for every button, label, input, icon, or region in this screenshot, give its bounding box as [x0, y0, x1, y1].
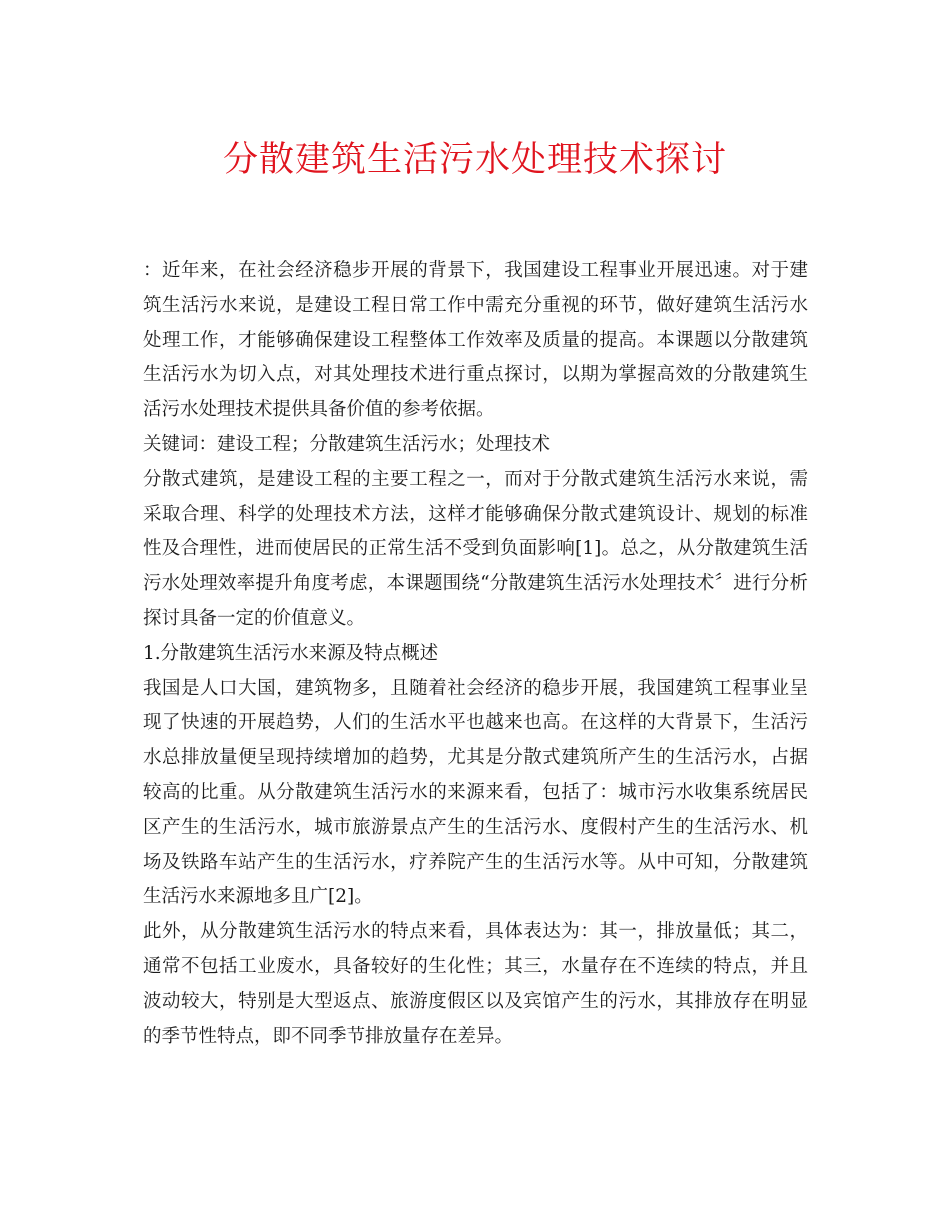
sources-paragraph: 我国是人口大国，建筑物多，且随着社会经济的稳步开展，我国建筑工程事业呈现了快速的开展趋势，人们的生活水平也越来也高。在这样的大背景下，生活污水总排放量便呈现持续增加的趋势，尤其是分散式建筑所产生的生活污水，占据较高的比重。从分散建筑生活污水的来源来看，包括了：城市污水收集系统居民区产生的生活污水，城市旅游景点产生的生活污水、度假村产生的生活污水、机场及铁路车站产生的生活污水，疗养院产生的生活污水等。从中可知，分散建筑生活污水来源地多且广[2]。: [143, 677, 808, 908]
document-body: [143, 254, 808, 1054]
characteristics-paragraph: 此外，从分散建筑生活污水的特点来看，具体表达为：其一，排放量低；其二，通常不包括工业废水，具备较好的生化性；其三，水量存在不连续的特点，并且波动较大，特别是大型返点、旅游度假区以及宾馆产生的污水，其排放存在明显的季节性特点，即不同季节排放量存在差异。: [143, 921, 808, 1047]
abstract-paragraph: ：近年来，在社会经济稳步开展的背景下，我国建设工程事业开展迅速。对于建筑生活污水来说，是建设工程日常工作中需充分重视的环节，做好建筑生活污水处理工作，才能够确保建设工程整体工作效率及质量的提高。本课题以分散建筑生活污水为切入点，对其处理技术进行重点探讨，以期为掌握高效的分散建筑生活污水处理技术提供具备价值的参考依据。: [143, 260, 808, 421]
keywords-line: 关键词：建设工程；分散建筑生活污水；处理技术: [143, 433, 551, 455]
document-title: 分散建筑生活污水处理技术探讨: [222, 140, 727, 180]
section-heading: 1.分散建筑生活污水来源及特点概述: [143, 642, 439, 664]
intro-paragraph: 分散式建筑，是建设工程的主要工程之一，而对于分散式建筑生活污水来说，需采取合理、科学的处理技术方法，这样才能够确保分散式建筑设计、规划的标准性及合理性，进而使居民的正常生活不受到负面影响[1]。总之，从分散建筑生活污水处理效率提升角度考虑，本课题围绕“分散建筑生活污水处理技术〞进行分析探讨具备一定的价值意义。: [143, 468, 808, 629]
